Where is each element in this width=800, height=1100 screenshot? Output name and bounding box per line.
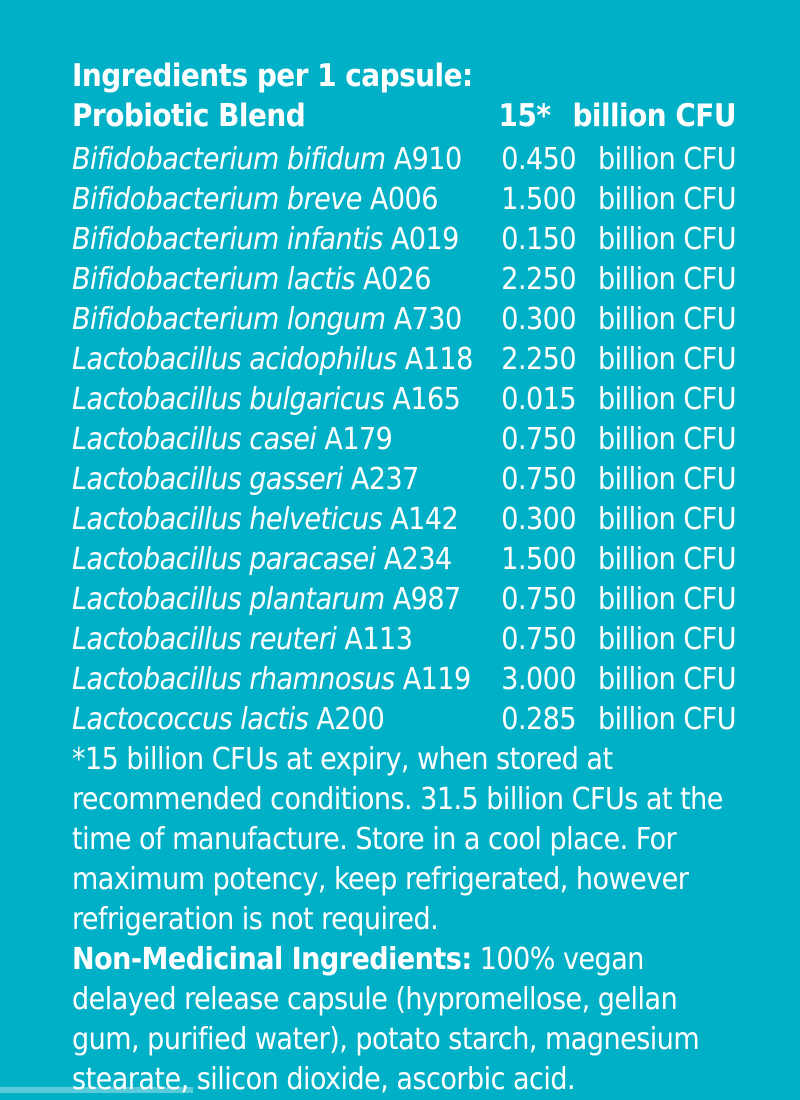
amount-value: 0.750 (501, 462, 577, 497)
amount-unit: billion CFU (598, 182, 736, 217)
ingredient-row (72, 300, 736, 340)
species-name: Bifidobacterium infantis (72, 222, 383, 257)
amount-value: 0.285 (501, 702, 577, 737)
ingredient-row (72, 500, 736, 540)
page-title: Ingredients per 1 capsule: (72, 58, 473, 94)
amount-value: 2.250 (501, 342, 577, 377)
label-bottom-edge-artifact (0, 1087, 193, 1093)
strain-code: A237 (350, 462, 419, 497)
species-name: Lactobacillus bulgaricus (72, 382, 385, 417)
ingredient-row (72, 260, 736, 300)
strain-code: A165 (392, 382, 461, 417)
amount-value: 3.000 (501, 662, 577, 697)
amount-unit: billion CFU (598, 302, 736, 337)
strain-code: A113 (344, 622, 413, 657)
species-name: Lactobacillus reuteri (72, 622, 337, 657)
amount-unit: billion CFU (598, 382, 736, 417)
ingredient-row (72, 340, 736, 380)
blend-amount: 15* (498, 98, 551, 134)
strain-code: A200 (316, 702, 385, 737)
amount-value: 2.250 (501, 262, 577, 297)
storage-footnote: *15 billion CFUs at expiry, when stored at recommended conditions. 31.5 billion CFUs at the time of manufacture. Store in a cool place. For maximum potency, keep refrigerated, however refrigeration is not required. (72, 742, 723, 937)
ingredient-row (72, 540, 736, 580)
amount-value: 1.500 (501, 182, 577, 217)
amount-unit: billion CFU (598, 662, 736, 697)
amount-value: 1.500 (501, 542, 577, 577)
amount-unit: billion CFU (598, 142, 736, 177)
blend-unit: billion CFU (572, 98, 736, 134)
ingredient-row (72, 220, 736, 260)
species-name: Lactococcus lactis (72, 702, 309, 737)
species-name: Lactobacillus helveticus (72, 502, 383, 537)
strain-code: A119 (402, 662, 471, 697)
species-name: Lactobacillus rhamnosus (72, 662, 395, 697)
amount-value: 0.750 (501, 582, 577, 617)
ingredient-row (72, 580, 736, 620)
strain-code: A142 (390, 502, 459, 537)
strain-code: A730 (393, 302, 462, 337)
amount-unit: billion CFU (598, 422, 736, 457)
amount-unit: billion CFU (598, 702, 736, 737)
species-name: Lactobacillus paracasei (72, 542, 376, 577)
strain-code: A019 (390, 222, 459, 257)
amount-unit: billion CFU (598, 542, 736, 577)
strain-code: A026 (363, 262, 431, 297)
probiotic-blend-row (72, 96, 736, 136)
strain-code: A006 (369, 182, 438, 217)
non-medicinal-label: Non-Medicinal Ingredients: (72, 942, 472, 977)
strain-code: A179 (324, 422, 393, 457)
amount-value: 0.750 (501, 422, 577, 457)
ingredient-row (72, 700, 736, 740)
strain-code: A987 (392, 582, 461, 617)
species-name: Bifidobacterium bifidum (72, 142, 386, 177)
strain-code: A910 (393, 142, 462, 177)
amount-unit: billion CFU (598, 462, 736, 497)
amount-unit: billion CFU (598, 262, 736, 297)
non-medicinal-paragraph (72, 940, 736, 1100)
amount-unit: billion CFU (598, 502, 736, 537)
amount-unit: billion CFU (598, 582, 736, 617)
ingredient-row (72, 140, 736, 180)
species-name: Lactobacillus casei (72, 422, 317, 457)
species-name: Lactobacillus plantarum (72, 582, 385, 617)
strain-code: A118 (404, 342, 473, 377)
non-medicinal-text: 100% vegan delayed release capsule (hypromellose, gellan gum, purified water), potato starch, magnesium stearate, silicon dioxide, ascorbic acid. (72, 942, 700, 1097)
amount-value: 0.015 (501, 382, 577, 417)
amount-unit: billion CFU (598, 222, 736, 257)
species-name: Lactobacillus gasseri (72, 462, 343, 497)
amount-value: 0.300 (501, 302, 577, 337)
species-name: Bifidobacterium breve (72, 182, 362, 217)
ingredient-row (72, 460, 736, 500)
species-name: Bifidobacterium longum (72, 302, 386, 337)
ingredient-table (72, 140, 736, 740)
ingredient-row (72, 660, 736, 700)
ingredient-row (72, 380, 736, 420)
amount-value: 0.750 (501, 622, 577, 657)
amount-unit: billion CFU (598, 342, 736, 377)
blend-name: Probiotic Blend (72, 98, 306, 134)
amount-value: 0.450 (501, 142, 577, 177)
species-name: Bifidobacterium lactis (72, 262, 355, 297)
species-name: Lactobacillus acidophilus (72, 342, 397, 377)
amount-value: 0.150 (501, 222, 577, 257)
amount-unit: billion CFU (598, 622, 736, 657)
amount-value: 0.300 (501, 502, 577, 537)
ingredient-row (72, 180, 736, 220)
ingredient-row (72, 620, 736, 660)
ingredient-row (72, 420, 736, 460)
strain-code: A234 (383, 542, 452, 577)
